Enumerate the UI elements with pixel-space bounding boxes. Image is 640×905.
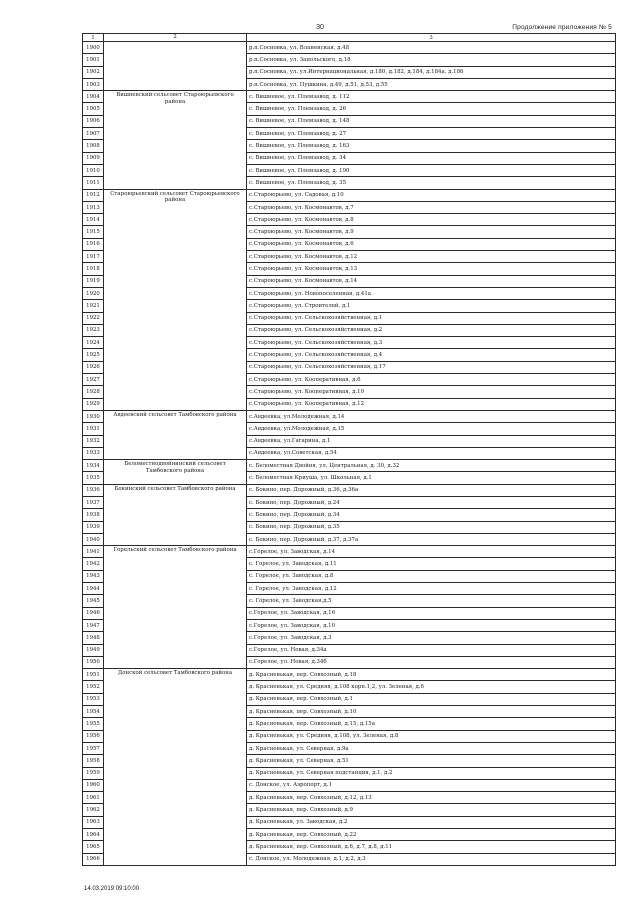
row-number: 1903 [83, 78, 104, 90]
address-cell: с.Староюрьево, ул. Сельскохозяйственная, д.4 [247, 349, 616, 361]
address-cell: с. Вишневое, ул. Племзавод, д. 148 [247, 115, 616, 127]
address-cell: с. Вишневое, ул. Племзавод, д. 26 [247, 103, 616, 115]
row-number: 1954 [83, 706, 104, 718]
row-number: 1958 [83, 755, 104, 767]
row-number: 1932 [83, 435, 104, 447]
row-number: 1918 [83, 263, 104, 275]
table-row [83, 460, 616, 472]
row-number: 1914 [83, 214, 104, 226]
address-cell: д. Красненькая, пер. Совхозный, д.9 [247, 804, 616, 816]
address-cell: с.Староюрьево, ул. Космонавтов, д.14 [247, 275, 616, 287]
column-header-2: 2 [104, 34, 247, 42]
address-cell: с.Староюрьево, ул. Садовая, д.10 [247, 189, 616, 201]
table-header-row [83, 34, 616, 42]
appendix-label: Продолжение приложения № 5 [512, 24, 612, 31]
row-number: 1951 [83, 669, 104, 681]
address-cell: с. Горелое, ул. Заводская, д.12 [247, 583, 616, 595]
row-number: 1934 [83, 460, 104, 472]
table-row [83, 42, 616, 54]
row-number: 1930 [83, 410, 104, 422]
row-number: 1929 [83, 398, 104, 410]
row-number: 1939 [83, 521, 104, 533]
row-number: 1960 [83, 779, 104, 791]
row-number: 1909 [83, 152, 104, 164]
table-row [83, 410, 616, 422]
row-number: 1936 [83, 484, 104, 496]
column-header-3: 3 [247, 34, 616, 42]
address-cell: с.Староюрьево, ул. Кооперативная, д.6 [247, 374, 616, 386]
address-cell: р.п.Сосновка, ул. Запольского, д.18 [247, 54, 616, 66]
row-number: 1923 [83, 324, 104, 336]
row-number: 1943 [83, 570, 104, 582]
row-number: 1919 [83, 275, 104, 287]
row-number: 1915 [83, 226, 104, 238]
address-cell: с. Горелое, ул. Заводская, д.11 [247, 558, 616, 570]
row-number: 1938 [83, 509, 104, 521]
row-number: 1962 [83, 804, 104, 816]
row-number: 1922 [83, 312, 104, 324]
address-cell: с.Авдеевка, ул.Советская, д.54 [247, 447, 616, 459]
address-cell: с.Авдеевка, ул.Гагарина, д.1 [247, 435, 616, 447]
row-number: 1935 [83, 472, 104, 484]
address-cell: с.Авдеевка, ул.Молодежная, д.14 [247, 410, 616, 422]
row-number: 1965 [83, 841, 104, 853]
row-number: 1946 [83, 607, 104, 619]
address-cell: с.Горелое, ул. Заводская, д.14 [247, 546, 616, 558]
address-cell: с.Староюрьево, ул. Космонавтов, д.13 [247, 263, 616, 275]
address-cell: с.Горелое, ул. Новая, д.34б [247, 656, 616, 668]
column-header-1: 1 [83, 34, 104, 42]
address-table [82, 33, 616, 866]
address-cell: с.Староюрьево, ул. Кооперативная, д.10 [247, 386, 616, 398]
address-cell: с.Староюрьево, ул. Новопоселенная, д.41а [247, 287, 616, 299]
row-number: 1917 [83, 251, 104, 263]
row-number: 1906 [83, 115, 104, 127]
row-number: 1928 [83, 386, 104, 398]
address-cell: д. Красненькая, ул. Северная, д.9а [247, 742, 616, 754]
address-cell: д. Красненькая, ул. Северная, д.51 [247, 755, 616, 767]
row-number: 1963 [83, 816, 104, 828]
row-number: 1900 [83, 42, 104, 54]
row-number: 1949 [83, 644, 104, 656]
row-number: 1925 [83, 349, 104, 361]
row-number: 1921 [83, 300, 104, 312]
address-cell: с. Донское, ул. Аэропорт, д.1 [247, 779, 616, 791]
address-cell: д. Красненькая, пер. Совхозный, д.10 [247, 706, 616, 718]
address-cell: с. Вишневое, ул. Племзавод, д. 27 [247, 128, 616, 140]
row-number: 1920 [83, 287, 104, 299]
address-cell: с. Беломестная Двойня, ул. Центральная, д. 30, д.32 [247, 460, 616, 472]
address-cell: с.Горелое, ул. Заводская, д.3 [247, 632, 616, 644]
address-cell: с.Авдеевка, ул.Молодежная, д.15 [247, 423, 616, 435]
row-number: 1913 [83, 201, 104, 213]
address-cell: с. Бокино, пер. Дорожный, д.37, д.37а [247, 533, 616, 545]
address-cell: с. Донское, ул. Молодежная, д.1, д.2, д.3 [247, 853, 616, 865]
address-cell: с. Горелое, ул. Заводская,д.5 [247, 595, 616, 607]
address-cell: с. Вишневое, ул. Племзавод, д. 35 [247, 177, 616, 189]
municipality-name: Горельский сельсовет Тамбовского района [113, 547, 237, 554]
row-number: 1908 [83, 140, 104, 152]
row-number: 1933 [83, 447, 104, 459]
row-number: 1910 [83, 164, 104, 176]
row-number: 1926 [83, 361, 104, 373]
row-number: 1905 [83, 103, 104, 115]
address-cell: с.Горелое, ул. Заводская, д.16 [247, 607, 616, 619]
address-cell: р.п.Сосновка, ул. ул.Интернациональная, д.180, д.182, д.184, д.184а, д.186 [247, 66, 616, 78]
municipality-cell [104, 460, 247, 485]
address-cell: с.Староюрьево, ул. Космонавтов, д.12 [247, 251, 616, 263]
address-cell: с.Староюрьево, ул. Сельскохозяйственная, д.1 [247, 312, 616, 324]
table-row [83, 91, 616, 103]
row-number: 1952 [83, 681, 104, 693]
address-cell: с.Староюрьево, ул. Космонавтов, д.8 [247, 214, 616, 226]
address-cell: д. Красненькая, пер. Совхозный, д.22 [247, 829, 616, 841]
address-cell: с.Горелое, ул. Новая, д.34а [247, 644, 616, 656]
address-cell: д. Красненькая, пер. Совхозный, д.18 [247, 669, 616, 681]
table-row [83, 669, 616, 681]
municipality-name: Вишневский сельсовет Староюрьевского района [116, 92, 234, 105]
address-cell: д. Красненькая, ул. Северная подстанция, д.1, д.2 [247, 767, 616, 779]
address-cell: с.Староюрьево, ул. Кооперативная, д.12 [247, 398, 616, 410]
address-cell: с. Вишневое, ул. Племзавод, д. 190 [247, 164, 616, 176]
address-cell: с.Староюрьево, ул. Космонавтов, д.6 [247, 238, 616, 250]
address-cell: с. Вишневое, ул. Племзавод, д. 112 [247, 91, 616, 103]
municipality-cell [104, 189, 247, 410]
row-number: 1947 [83, 619, 104, 631]
row-number: 1904 [83, 91, 104, 103]
municipality-name: Авдеевский сельсовет Тамбовского района [113, 411, 237, 418]
address-cell: с.Староюрьево, ул. Космонавтов, д.9 [247, 226, 616, 238]
row-number: 1902 [83, 66, 104, 78]
print-timestamp: 14.03.2019 09:10:00 [84, 886, 140, 892]
address-cell: с.Горелое, ул. Заводская, д.10 [247, 619, 616, 631]
row-number: 1956 [83, 730, 104, 742]
address-cell: с.Староюрьево, ул. Космонавтов, д.7 [247, 201, 616, 213]
address-cell: с. Вишневое, ул. Племзавод, д. 163 [247, 140, 616, 152]
row-number: 1957 [83, 742, 104, 754]
row-number: 1907 [83, 128, 104, 140]
municipality-name: Староюрьевский сельсовет Староюрьевского района [110, 190, 240, 204]
row-number: 1940 [83, 533, 104, 545]
municipality-name: Донской сельсовет Тамбовского района [117, 670, 233, 677]
row-number: 1911 [83, 177, 104, 189]
address-cell: д. Красненькая, пер. Совхозный, д.15, д.15а [247, 718, 616, 730]
address-cell: д. Красненькая, ул. Средняя, д.108, ул. Зеленая, д.8 [247, 730, 616, 742]
table-body [83, 42, 616, 866]
municipality-cell [104, 91, 247, 189]
address-cell: д. Красненькая, ул. Заводская, д.2 [247, 816, 616, 828]
address-cell: с. Бокино, пер. Дорожный, д.36, д.36а [247, 484, 616, 496]
row-number: 1931 [83, 423, 104, 435]
row-number: 1964 [83, 829, 104, 841]
row-number: 1961 [83, 792, 104, 804]
row-number: 1959 [83, 767, 104, 779]
address-cell: д. Красненькая, пер. Совхозный, д.12, д.13 [247, 792, 616, 804]
address-cell: с. Бокино, пер. Дорожный, д.34 [247, 509, 616, 521]
row-number: 1945 [83, 595, 104, 607]
municipality-name: Бокинский сельсовет Тамбовского района [114, 485, 236, 492]
row-number: 1948 [83, 632, 104, 644]
address-cell: с.Староюрьево, ул. Сельскохозяйственная, д.17 [247, 361, 616, 373]
municipality-cell [104, 42, 247, 91]
address-cell: с.Староюрьево, ул. Сельскохозяйственная, д.3 [247, 337, 616, 349]
address-cell: с. Горелое, ул. Заводская, д.8 [247, 570, 616, 582]
address-cell: с.Староюрьево, ул. Строителей, д.1 [247, 300, 616, 312]
row-number: 1950 [83, 656, 104, 668]
row-number: 1927 [83, 374, 104, 386]
table-row [83, 546, 616, 558]
address-cell: д. Красненькая, пер. Совхозный, д.6, д.7, д.8, д.11 [247, 841, 616, 853]
row-number: 1944 [83, 583, 104, 595]
municipality-name: Беломестнодвойнинский сельсовет Тамбовского района [124, 461, 226, 474]
row-number: 1953 [83, 693, 104, 705]
municipality-cell [104, 484, 247, 545]
municipality-cell [104, 669, 247, 866]
address-cell: с. Вишневое, ул. Племзавод, д. 34 [247, 152, 616, 164]
municipality-cell [104, 546, 247, 669]
table-row [83, 189, 616, 201]
row-number: 1955 [83, 718, 104, 730]
row-number: 1924 [83, 337, 104, 349]
row-number: 1941 [83, 546, 104, 558]
row-number: 1912 [83, 189, 104, 201]
row-number: 1916 [83, 238, 104, 250]
address-cell: д. Красненькая, пер. Совхозный, д.1 [247, 693, 616, 705]
address-cell: д. Красненькая, ул. Средняя, д.108 корп.1,2, ул. Зеленая, д.6 [247, 681, 616, 693]
page-number: 30 [316, 24, 324, 31]
municipality-cell [104, 410, 247, 459]
address-cell: р.п.Сосновка, ул. Пушкина, д.49, д.51, д.53, д.55 [247, 78, 616, 90]
row-number: 1966 [83, 853, 104, 865]
address-cell: с. Беломестная Криуша, ул. Школьная, д.1 [247, 472, 616, 484]
table-row [83, 484, 616, 496]
address-cell: с. Бокино, пер. Дорожный, д.24 [247, 496, 616, 508]
row-number: 1942 [83, 558, 104, 570]
address-cell: р.п.Сосновка, ул. Вланенская, д.48 [247, 42, 616, 54]
address-cell: с. Бокино, пер. Дорожный, д.35 [247, 521, 616, 533]
row-number: 1937 [83, 496, 104, 508]
address-cell: с.Староюрьево, ул. Сельскохозяйственная, д.2 [247, 324, 616, 336]
row-number: 1901 [83, 54, 104, 66]
